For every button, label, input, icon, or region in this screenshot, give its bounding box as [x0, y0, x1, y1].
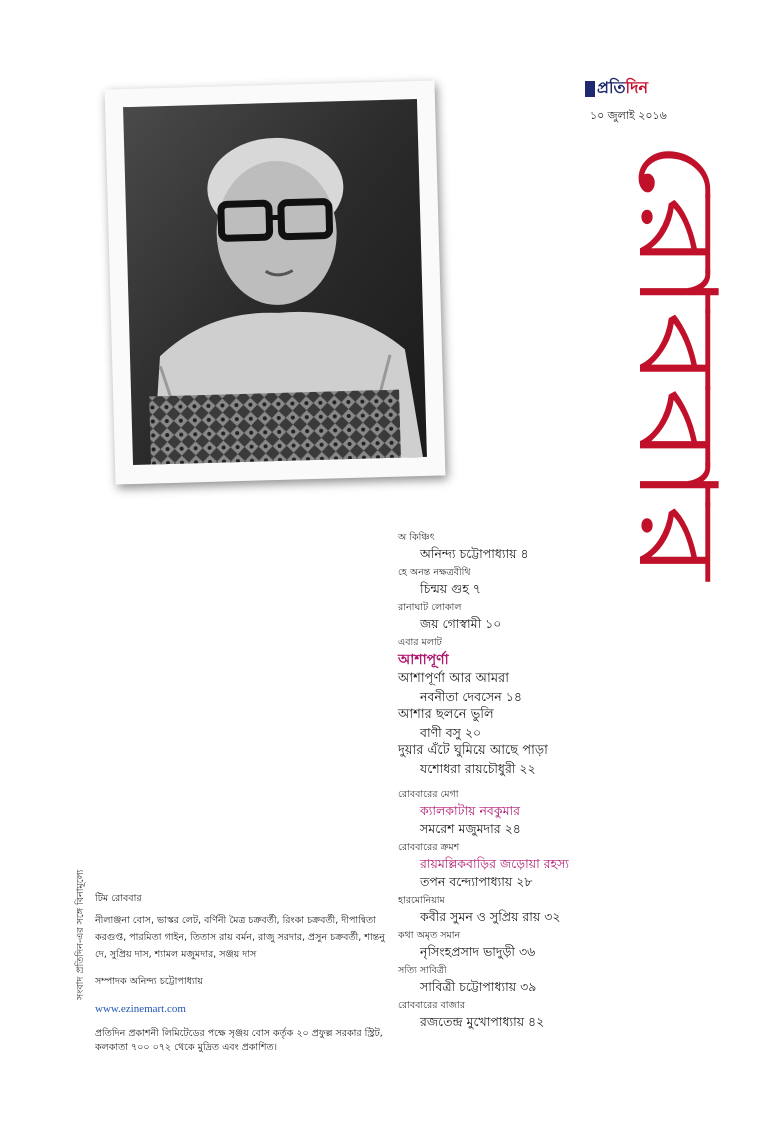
- toc-entry: চিন্ময় গুহ ৭: [420, 581, 481, 596]
- toc-article-title: আশার ছলনে ভুলি: [398, 707, 494, 722]
- website-link[interactable]: www.ezinemart.com: [95, 1003, 186, 1015]
- toc-entry: রজতেন্দ্র মুখোপাধ্যায় ৪২: [420, 1014, 545, 1029]
- portrait-photo: [123, 99, 427, 465]
- section-label: সত্যি সাবিত্রী: [398, 965, 447, 976]
- section-label: হে অনন্ত নক্ষত্রবীথি: [398, 567, 471, 578]
- section-label: কথা অমৃত সমান: [398, 930, 461, 941]
- team-credits: [95, 892, 385, 1055]
- logo-mark-icon: [585, 81, 595, 97]
- section-label: রোববারের ক্রমশ: [398, 842, 460, 853]
- toc-entry: নৃসিংহপ্রসাদ ভাদুড়ী ৩৬: [420, 944, 536, 959]
- toc-entry: কবীর সুমন ও সুপ্রিয় রায় ৩২: [420, 909, 561, 924]
- cover-story-title: আশাপূর্ণা: [398, 652, 449, 668]
- toc-entry: বাণী বসু ২০: [420, 725, 482, 740]
- toc-entry: তপন বন্দ্যোপাধ্যায় ২৮: [420, 874, 533, 889]
- serial-title: ক্যালকাটায় নবকুমার: [420, 803, 521, 818]
- serial-title: রায়মল্লিকবাড়ির জড়োয়া রহস্য: [420, 856, 569, 871]
- section-label: রোববারের বাজার: [398, 1000, 465, 1011]
- section-label: রোববারের মেগা: [398, 789, 459, 800]
- section-label: রানাঘাট লোকাল: [398, 602, 462, 613]
- toc-entry: অনিন্দ্য চট্টোপাধ্যায় ৪: [420, 546, 529, 561]
- team-label: টিম রোববার: [95, 893, 142, 904]
- toc-article-title: দুয়ার এঁটে ঘুমিয়ে আছে পাড়া: [398, 743, 548, 758]
- toc-entry: নবনীতা দেবসেন ১৪: [420, 689, 522, 704]
- toc-entry: সাবিত্রী চট্টোপাধ্যায় ৩৯: [420, 979, 537, 994]
- masthead-text: রোববার: [614, 140, 739, 486]
- toc-article-title: আশাপূর্ণা আর আমরা: [398, 671, 509, 686]
- table-of-contents: [398, 528, 698, 1031]
- editor-credit: সম্পাদক অনিন্দ্য চট্টোপাধ্যায়: [95, 976, 204, 987]
- issue-date: ১০ জুলাই ২০১৬: [590, 109, 667, 122]
- newspaper-logo: [585, 75, 648, 102]
- toc-entry: যশোধরা রায়চৌধুরী ২২: [420, 761, 536, 776]
- side-note: সংবাদ প্রতিদিন-এর সঙ্গে বিনামূল্যে: [75, 869, 86, 1000]
- toc-entry: জয় গোস্বামী ১০: [420, 616, 502, 631]
- logo-text-a: প্রতি: [597, 78, 626, 97]
- logo-text-b: দিন: [625, 78, 649, 97]
- section-label: অ কিঞ্চিৎ: [398, 532, 435, 543]
- cover-photo: [105, 80, 446, 484]
- section-label: এবার মলাট: [398, 637, 442, 648]
- toc-entry: সমরেশ মজুমদার ২৪: [420, 821, 521, 836]
- section-label: হারমোনিয়াম: [398, 895, 445, 906]
- imprint-text: প্রতিদিন প্রকাশনী লিমিটেডের পক্ষে সৃঞ্জয় বোস কর্তৃক ২০ প্রফুল্ল সরকার স্ট্রিট, কলকাতা ৭০০ ০৭২ থেকে মুদ্রিত এবং প্রকাশিত।: [95, 1028, 383, 1053]
- masthead-title: [562, 140, 739, 580]
- team-names: নীলাঞ্জনা বোস, ভাস্কর লেট, বর্ণিনী মৈত্র চক্রবর্তী, রিংকা চক্রবর্তী, দীপান্বিতা করগুপ্ত, পারমিতা গাইন, তিতাস রায় বর্মন, রাজু সরদার, প্রসুন চক্রবর্তী, শান্তনু দে, সুপ্রিয় দাস, শ্যামল মজুমদার, সঞ্জয় দাস: [95, 915, 385, 960]
